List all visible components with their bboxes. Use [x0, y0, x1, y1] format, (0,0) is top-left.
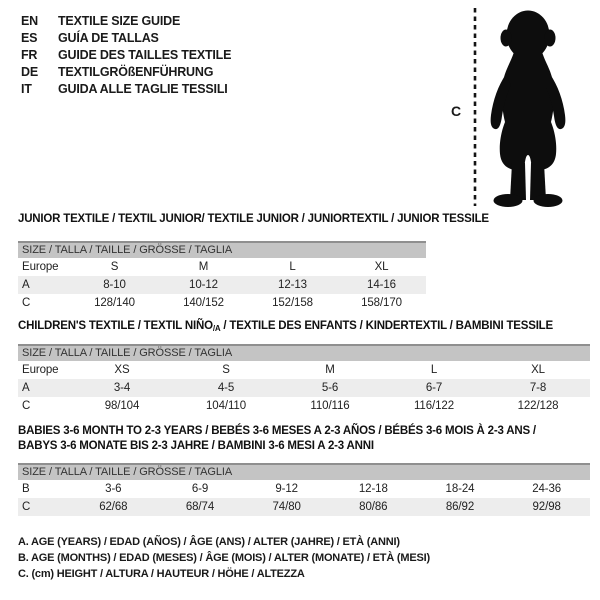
- table-cell: 18-24: [445, 483, 475, 495]
- toddler-silhouette-icon: [482, 8, 574, 208]
- table-cell: 8-10: [103, 279, 126, 291]
- table-cell: 6-9: [191, 483, 209, 495]
- table-cell: M: [325, 364, 335, 376]
- table-row: [18, 480, 590, 498]
- measurement-legend: [18, 534, 430, 582]
- table-cell: 4-5: [217, 382, 235, 394]
- children-table-title: [18, 320, 553, 333]
- table-cell: S: [110, 261, 119, 273]
- language-row-es: [21, 30, 231, 47]
- row-label: C: [22, 400, 31, 412]
- junior-table-title: JUNIOR TEXTILE / TEXTIL JUNIOR/ TEXTILE JUNIOR / JUNIORTEXTIL / JUNIOR TESSILE: [18, 213, 489, 225]
- babies-title-line-1: BABIES 3-6 MONTH TO 2-3 YEARS / BEBÉS 3-6 MESES A 2-3 AÑOS / BÉBÉS 3-6 MOIS À 2-3 ANS /: [18, 425, 536, 437]
- table-cell: 5-6: [321, 382, 339, 394]
- language-row-it: [21, 81, 231, 98]
- table-cell: 104/110: [205, 400, 247, 412]
- height-measure-line: [473, 8, 477, 206]
- table-cell: 3-4: [113, 382, 131, 394]
- table-row: [18, 294, 426, 312]
- row-label: B: [22, 483, 30, 495]
- table-row: [18, 397, 590, 415]
- language-code: DE: [21, 65, 38, 79]
- language-code: EN: [21, 14, 38, 28]
- table-cell: 9-12: [275, 483, 298, 495]
- babies-table: [18, 463, 590, 516]
- table-cell: 24-36: [532, 483, 562, 495]
- language-label: TEXTILE SIZE GUIDE: [58, 14, 181, 28]
- table-cell: L: [430, 364, 438, 376]
- table-cell: 80/86: [359, 501, 388, 513]
- language-code: ES: [21, 31, 38, 45]
- children-title-pre: CHILDREN'S TEXTILE / TEXTIL NIÑO: [18, 320, 213, 332]
- legend-line-c: C. (cm) HEIGHT / ALTURA / HAUTEUR / HÖHE / ALTEZZA: [18, 568, 305, 580]
- row-label: Europe: [22, 364, 59, 376]
- legend-line-b: B. AGE (MONTHS) / EDAD (MESES) / ÂGE (MOIS) / ALTER (MONATE) / ETÀ (MESI): [18, 552, 430, 564]
- row-label: C: [22, 297, 31, 309]
- children-title-subscript: /A: [212, 324, 221, 333]
- table-cell: 7-8: [529, 382, 547, 394]
- legend-line-a: A. AGE (YEARS) / EDAD (AÑOS) / ÂGE (ANS) / ALTER (JAHRE) / ETÀ (ANNI): [18, 536, 400, 548]
- babies-table-title: [18, 424, 536, 454]
- table-cell: 116/122: [413, 400, 455, 412]
- row-label: A: [22, 279, 30, 291]
- table-cell: 12-18: [358, 483, 388, 495]
- babies-title-line-2: BABYS 3-6 MONATE BIS 2-3 JAHRE / BAMBINI 3-6 MESI A 2-3 ANNI: [18, 440, 374, 452]
- row-label: Europe: [22, 261, 59, 273]
- table-cell: 3-6: [105, 483, 122, 495]
- children-table: [18, 344, 590, 415]
- table-cell: 10-12: [189, 279, 218, 291]
- row-label: A: [22, 382, 30, 394]
- table-cell: XL: [374, 261, 389, 273]
- table-cell: 62/68: [99, 501, 128, 513]
- table-row: [18, 276, 426, 294]
- language-row-de: [21, 64, 231, 81]
- table-cell: 92/98: [532, 501, 561, 513]
- table-cell: 110/116: [310, 400, 350, 412]
- language-list: [21, 13, 231, 98]
- table-cell: 140/152: [183, 297, 224, 309]
- table-cell: L: [289, 261, 296, 273]
- language-code: IT: [21, 82, 32, 96]
- table-cell: XL: [531, 364, 545, 376]
- table-cell: M: [198, 261, 209, 273]
- table-cell: 14-16: [367, 279, 396, 291]
- table-cell: 152/158: [272, 297, 313, 309]
- table-cell: 122/128: [517, 400, 559, 412]
- table-cell: 128/140: [94, 297, 135, 309]
- size-header-bar: SIZE / TALLA / TAILLE / GRÖSSE / TAGLIA: [18, 344, 590, 361]
- table-row: [18, 361, 590, 379]
- table-cell: 6-7: [425, 382, 443, 394]
- table-cell: 12-13: [278, 279, 307, 291]
- language-label: GUIDA ALLE TAGLIE TESSILI: [58, 82, 228, 96]
- table-cell: S: [222, 364, 230, 376]
- table-cell: 74/80: [272, 501, 301, 513]
- table-cell: 98/104: [104, 400, 140, 412]
- table-cell: 86/92: [445, 501, 475, 513]
- size-header-bar: SIZE / TALLA / TAILLE / GRÖSSE / TAGLIA: [18, 463, 590, 480]
- measure-label-c: C: [451, 103, 462, 119]
- size-header-bar: SIZE / TALLA / TAILLE / GRÖSSE / TAGLIA: [18, 241, 426, 258]
- table-cell: 158/170: [361, 297, 402, 309]
- table-row: [18, 379, 590, 397]
- language-label: GUÍA DE TALLAS: [58, 31, 159, 45]
- language-label: GUIDE DES TAILLES TEXTILE: [58, 48, 232, 62]
- language-label: TEXTILGRÖßENFÜHRUNG: [58, 65, 214, 79]
- children-title-post: / TEXTILE DES ENFANTS / KINDERTEXTIL / BAMBINI TESSILE: [220, 320, 553, 332]
- row-label: C: [22, 501, 31, 513]
- table-row: [18, 258, 426, 276]
- table-cell: XS: [114, 364, 130, 376]
- table-row: [18, 498, 590, 516]
- language-code: FR: [21, 48, 38, 62]
- table-cell: 68/74: [185, 501, 215, 513]
- language-row-en: [21, 13, 231, 30]
- language-row-fr: [21, 47, 231, 64]
- junior-table: [18, 241, 426, 312]
